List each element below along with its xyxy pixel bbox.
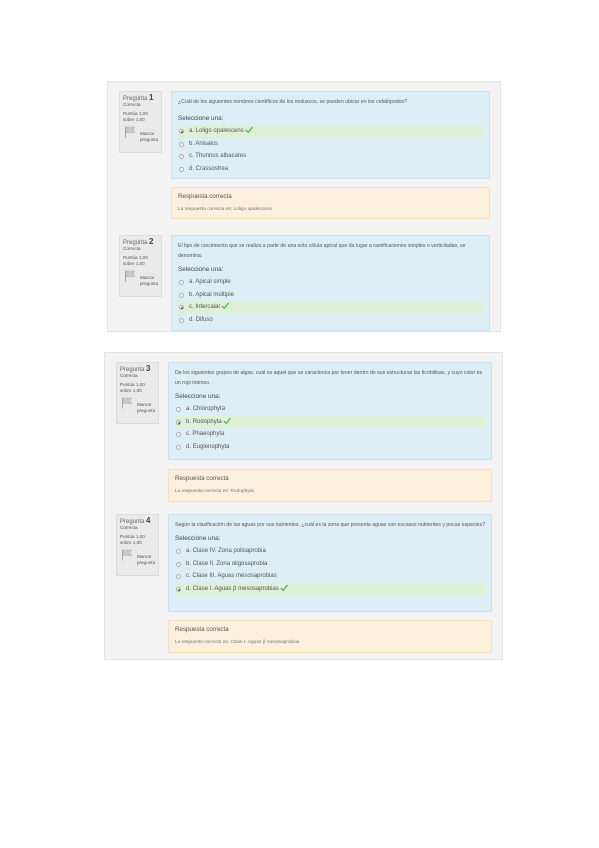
- flag-question-label: Marcar pregunta: [140, 275, 159, 286]
- answer-prompt: Seleccione una:: [175, 393, 221, 400]
- question-number: Pregunta 1: [123, 93, 154, 102]
- radio-button[interactable]: [176, 420, 181, 425]
- question-4: [105, 505, 502, 659]
- answer-list: [175, 403, 485, 453]
- radio-button[interactable]: [179, 142, 184, 147]
- question-info: [119, 235, 162, 297]
- question-score: Puntúa 1,00: [123, 111, 148, 116]
- flag-question-label: Marcar pregunta: [140, 131, 159, 142]
- question-number: Pregunta 2: [123, 237, 154, 246]
- question-text: El tipo de crecimiento que se realiza a partir de una sola célula apical que da lugar a ramificaciones simples o verticiladas, se denomina:: [178, 243, 466, 259]
- answer-prompt: Seleccione una:: [175, 535, 221, 542]
- question-score-max: sobre 1,00: [123, 117, 145, 122]
- flag-question-label: Marcar pregunta: [137, 554, 156, 565]
- answer-option-d[interactable]: d. Clase I. Aguas β mesosaprobias: [175, 583, 485, 596]
- radio-button[interactable]: [179, 154, 184, 159]
- answer-prompt: Seleccione una:: [178, 266, 224, 273]
- question-score-max: sobre 1,00: [120, 388, 142, 393]
- answer-option-a[interactable]: a. Loligo opalescens: [178, 125, 483, 138]
- flag-question-button[interactable]: [120, 549, 155, 565]
- question-info: [119, 91, 162, 153]
- question-score: Puntúa 1,00: [123, 255, 148, 260]
- question-feedback: [171, 187, 490, 219]
- question-formulation: [168, 514, 492, 612]
- feedback-text: La respuesta correcta es: Rodophyta: [175, 489, 254, 494]
- radio-button[interactable]: [176, 574, 181, 579]
- flag-question-button[interactable]: [123, 126, 158, 142]
- answer-option-b[interactable]: b. Anisakis: [178, 138, 483, 151]
- flag-icon: [124, 126, 136, 138]
- radio-button[interactable]: [179, 167, 184, 172]
- quiz-review-panel-2: [104, 352, 503, 660]
- feedback-title: Respuesta correcta: [178, 193, 232, 200]
- question-score-max: sobre 1,00: [120, 540, 142, 545]
- radio-button[interactable]: [179, 318, 184, 323]
- radio-button[interactable]: [179, 129, 184, 134]
- answer-option-a[interactable]: a. Clase IV. Zona polisaprobia: [175, 545, 485, 558]
- question-info: [116, 514, 159, 576]
- radio-button[interactable]: [179, 293, 184, 298]
- flag-icon: [124, 270, 136, 282]
- question-text: Según la clasificación de las aguas por sus nutrientes, ¿cuál es la zona que presenta aguas con escasos nutrientes y pocas especies?: [175, 522, 485, 528]
- question-status: Correcta: [120, 373, 138, 378]
- radio-button[interactable]: [176, 587, 181, 592]
- answer-option-d[interactable]: d. Difuso: [178, 314, 483, 327]
- flag-icon: [121, 397, 133, 409]
- answer-option-c[interactable]: c. Thunnus albacares: [178, 150, 483, 163]
- question-number: Pregunta 4: [120, 516, 151, 525]
- radio-button[interactable]: [176, 407, 181, 412]
- question-score-max: sobre 1,00: [123, 261, 145, 266]
- question-formulation: [171, 235, 490, 331]
- radio-button[interactable]: [176, 445, 181, 450]
- correct-check-icon: [245, 126, 253, 134]
- radio-button[interactable]: [176, 562, 181, 567]
- flag-question-button[interactable]: [123, 270, 158, 286]
- question-3: [105, 353, 502, 505]
- answer-list: [175, 545, 485, 595]
- correct-check-icon: [280, 584, 288, 592]
- question-number: Pregunta 3: [120, 364, 151, 373]
- question-text: ¿Cuál de los siguientes nombres científicos de los moluscos, se pueden ubicar en los cefalópodos?: [178, 99, 407, 105]
- question-score: Puntúa 1,00: [120, 534, 145, 539]
- question-feedback: [168, 469, 492, 502]
- question-info: [116, 362, 159, 424]
- answer-list: [178, 276, 483, 326]
- question-feedback: [168, 620, 492, 653]
- answer-option-b[interactable]: b. Rodophyta: [175, 416, 485, 429]
- answer-option-c[interactable]: c. Phaeophyta: [175, 428, 485, 441]
- flag-question-button[interactable]: [120, 397, 155, 413]
- radio-button[interactable]: [179, 305, 184, 310]
- quiz-review-panel-1: [107, 81, 501, 332]
- feedback-text: La respuesta correcta es: Loligo opalescens: [178, 207, 272, 212]
- radio-button[interactable]: [176, 549, 181, 554]
- flag-icon: [121, 549, 133, 561]
- answer-option-c[interactable]: c. Clase III. Aguas mesosaprobias: [175, 570, 485, 583]
- answer-option-a[interactable]: a. Chlorophyta: [175, 403, 485, 416]
- question-status: Correcta: [123, 246, 141, 251]
- question-status: Correcta: [123, 102, 141, 107]
- question-formulation: [171, 91, 490, 179]
- answer-option-d[interactable]: d. Euglenophyta: [175, 441, 485, 454]
- correct-check-icon: [221, 302, 229, 310]
- question-score: Puntúa 1,00: [120, 382, 145, 387]
- answer-option-b[interactable]: b. Clase II. Zona oligosaprobia: [175, 558, 485, 571]
- question-1: [108, 82, 500, 232]
- answer-option-d[interactable]: d. Crassostrea: [178, 163, 483, 176]
- flag-question-label: Marcar pregunta: [137, 402, 156, 413]
- answer-list: [178, 125, 483, 175]
- question-text: De los siguientes grupos de algas, cuál es aquel que se caracteriza por tener dentro de sus estructuras las ficobilinas, y cuyo color es un rojo intenso.: [175, 370, 483, 386]
- question-2: [108, 226, 500, 331]
- feedback-title: Respuesta correcta: [175, 475, 229, 482]
- radio-button[interactable]: [179, 280, 184, 285]
- question-status: Correcta: [120, 525, 138, 530]
- correct-check-icon: [223, 417, 231, 425]
- radio-button[interactable]: [176, 432, 181, 437]
- answer-option-b[interactable]: b. Apical múltiple: [178, 289, 483, 302]
- answer-prompt: Seleccione una:: [178, 115, 224, 122]
- answer-option-c[interactable]: c. Intercalar: [178, 301, 483, 314]
- feedback-text: La respuesta correcta es: Clase I. Aguas β mesosaprobias: [175, 640, 300, 645]
- feedback-title: Respuesta correcta: [175, 626, 229, 633]
- answer-option-a[interactable]: a. Apical simple: [178, 276, 483, 289]
- question-formulation: [168, 362, 492, 460]
